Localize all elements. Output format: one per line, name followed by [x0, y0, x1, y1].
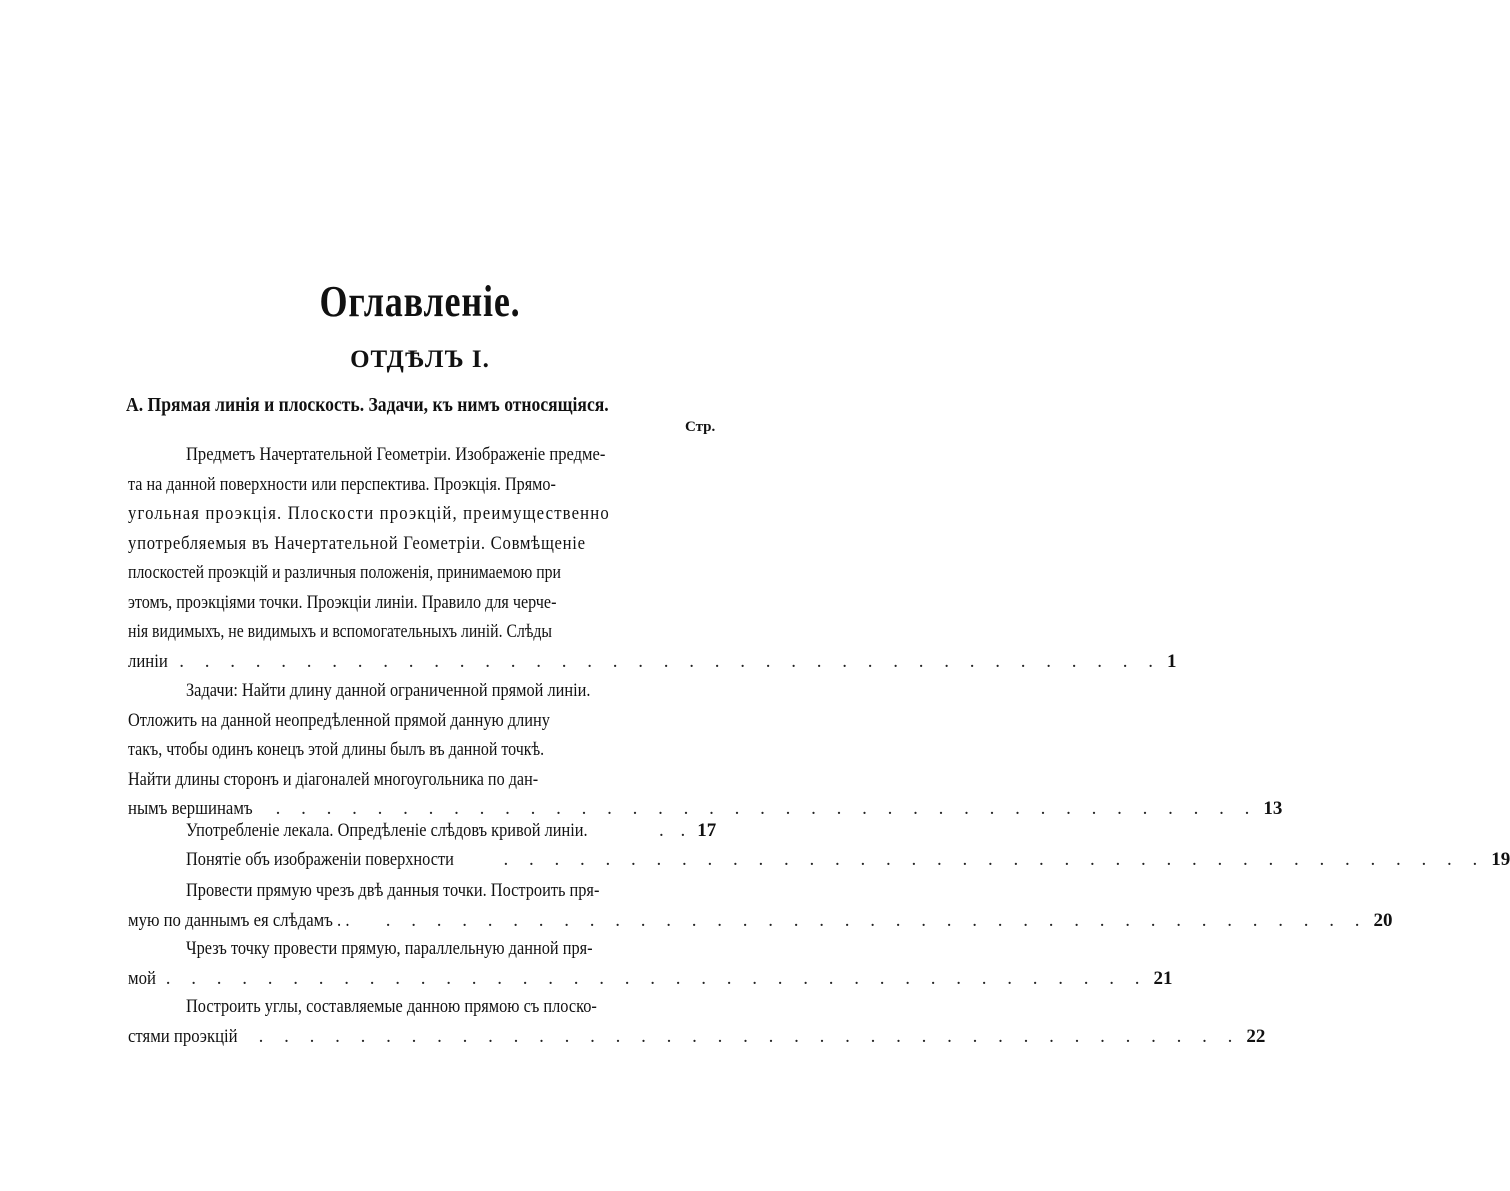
toc-entry-line: угольная проэкція. Плоскости проэкцій, преимущественно [128, 503, 610, 524]
dot-leader: . . . . . . . . . . . . . . . . . . . . . . . . . . . . . . . . . . . . . . . [258, 1025, 1241, 1047]
toc-entry-line: та на данной поверхности или перспектива. Проэкція. Прямо- [128, 473, 556, 495]
dot-leader: . . [659, 820, 692, 841]
toc-entry-leader [186, 816, 717, 846]
toc-entry-tail: стями проэкцій [128, 1025, 238, 1047]
toc-entry-line: Построить углы, составляемые данною прямою съ плоско- [186, 996, 597, 1017]
page-number: 19 [1491, 849, 1510, 870]
page-title: Оглавленіе. [319, 277, 521, 326]
toc-entry-line: плоскостей проэкцій и различныя положенія, принимаемою при [128, 562, 562, 583]
page-number: 17 [697, 820, 717, 841]
toc-entry-line: Задачи: Найти длину данной ограниченной прямой линіи. [186, 680, 591, 701]
toc-entry-1 [128, 440, 1177, 676]
toc-entry-line: Предметъ Начертательной Геометріи. Изображеніе предме- [186, 444, 606, 465]
toc-entry-tail: нымъ вершинамъ [128, 798, 253, 819]
toc-entry-line: нія видимыхъ, не видимыхъ и вспомогательныхъ линій. Слѣды [128, 621, 553, 642]
toc-entry-tail: Понятіе объ изображеніи поверхности [186, 849, 454, 870]
toc-entry-leader [186, 845, 1510, 875]
dot-leader: . . . . . . . . . . . . . . . . . . . . . . . . . . . . . . . . . . . . . . . [165, 967, 1148, 989]
page-number: 20 [1373, 909, 1393, 931]
toc-entry-2 [128, 676, 1283, 824]
subsection-heading: A. Прямая линія и плоскость. Задачи, къ нимъ относящіяся. [126, 394, 609, 416]
toc-entry-4 [174, 845, 1510, 875]
toc-entry-line: Чрезъ точку провести прямую, параллельную данной пря- [186, 938, 593, 959]
toc-entry-leader [128, 906, 1393, 936]
dot-leader: . . . . . . . . . . . . . . . . . . . . . . . . . . . . . . . . . . . . . . . [275, 798, 1258, 819]
page-number: 21 [1153, 967, 1173, 989]
dot-leader: . . . . . . . . . . . . . . . . . . . . . . . . . . . . . . . . . . . . . . . [179, 650, 1162, 672]
toc-entry-line: Найти длины сторонъ и діагоналей многоугольника по дан- [128, 768, 539, 790]
toc-entry-leader [128, 964, 1173, 994]
toc-entry-tail: мую по даннымъ ея слѣдамъ . . [128, 909, 350, 931]
toc-entry-line: употребляемыя въ Начертательной Геометріи. Совмѣщеніе [128, 532, 586, 554]
dot-leader: . . . . . . . . . . . . . . . . . . . . . . . . . . . . . . . . . . . . . . . [503, 849, 1486, 870]
page-column-label: Стр. [685, 419, 716, 435]
toc-entry-6 [128, 934, 1173, 993]
toc-entry-line: этомъ, проэкціями точки. Проэкціи линіи. Правило для черче- [128, 591, 557, 613]
toc-entry-tail: Употребленіе лекала. Опредѣленіе слѣдовъ кривой линіи. [186, 820, 588, 841]
page-number: 22 [1246, 1025, 1266, 1047]
toc-entry-line: Отложить на данной неопредѣленной прямой данную длину [128, 709, 550, 731]
toc-entry-line: Провести прямую чрезъ двѣ данныя точки. Построить пря- [186, 880, 600, 901]
toc-entry-leader [128, 1022, 1266, 1052]
page-number: 1 [1167, 650, 1177, 672]
toc-entry-tail: линіи [128, 650, 168, 672]
page-number: 13 [1263, 798, 1283, 819]
section-heading: ОТДѢЛЪ I. [350, 346, 490, 373]
toc-entry-line: такъ, чтобы одинъ конецъ этой длины былъ въ данной точкѣ. [128, 739, 545, 760]
toc-entry-7 [128, 992, 1266, 1051]
dot-leader: . . . . . . . . . . . . . . . . . . . . . . . . . . . . . . . . . . . . . . . [385, 909, 1368, 931]
toc-entry-leader [128, 647, 1177, 677]
toc-entry-tail: мой [128, 967, 156, 989]
toc-entry-3 [174, 816, 717, 846]
toc-entry-5 [128, 876, 1393, 935]
